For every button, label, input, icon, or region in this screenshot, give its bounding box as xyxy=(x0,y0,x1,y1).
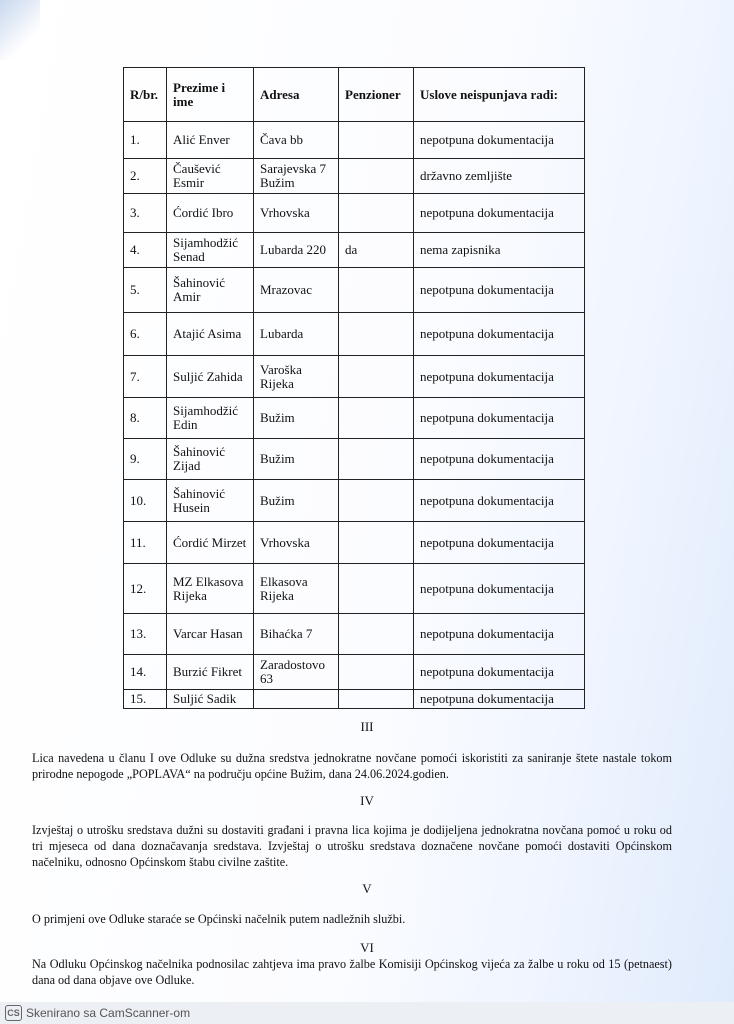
row-reason: nepotpuna dokumentacija xyxy=(414,522,585,564)
table-row xyxy=(124,480,585,522)
row-name: Sijamhodžić Edin xyxy=(167,398,254,439)
scanner-footer-text: Skenirano sa CamScanner-om xyxy=(26,1006,191,1020)
row-pensioner xyxy=(339,564,414,614)
section-heading-v: V xyxy=(362,881,372,896)
row-address: Bužim xyxy=(254,398,339,439)
row-number: 1. xyxy=(124,122,167,159)
row-address: Mrazovac xyxy=(254,268,339,313)
section-heading-vi: VI xyxy=(360,940,374,955)
table-row xyxy=(124,233,585,268)
section-text-iv: Izvještaj o utrošku sredstava dužni su dostaviti građani i pravna lica kojima je dodijeljena jednokratna novčana pomoć u roku od tri mjeseca od dana doznačavanja sredstava. Izvještaj o utrošku sredstava doznačene novčane pomoći dostaviti Općinskom načelniku, odnosno Općinskom štabu civilne zaštite. xyxy=(32,823,672,869)
row-number: 6. xyxy=(124,313,167,356)
row-number: 11. xyxy=(124,522,167,564)
row-address: Vrhovska xyxy=(254,194,339,233)
row-name: Šahinović Husein xyxy=(167,480,254,522)
table-body xyxy=(124,122,585,709)
row-name: MZ Elkasova Rijeka xyxy=(167,564,254,614)
table-row xyxy=(124,439,585,480)
row-number: 7. xyxy=(124,356,167,398)
section-heading-iii: III xyxy=(360,719,374,734)
row-reason: nepotpuna dokumentacija xyxy=(414,356,585,398)
row-pensioner xyxy=(339,194,414,233)
row-address: Sarajevska 7 Bužim xyxy=(254,159,339,194)
row-number: 5. xyxy=(124,268,167,313)
row-reason: nepotpuna dokumentacija xyxy=(414,122,585,159)
row-pensioner xyxy=(339,159,414,194)
table-row xyxy=(124,122,585,159)
row-number: 13. xyxy=(124,614,167,655)
row-address: Bužim xyxy=(254,480,339,522)
row-name: Suljić Zahida xyxy=(167,356,254,398)
header-number: R/br. xyxy=(124,68,167,122)
row-address: Lubarda 220 xyxy=(254,233,339,268)
row-pensioner xyxy=(339,268,414,313)
table-row xyxy=(124,356,585,398)
row-address: Lubarda xyxy=(254,313,339,356)
row-number: 10. xyxy=(124,480,167,522)
row-address xyxy=(254,690,339,709)
row-number: 12. xyxy=(124,564,167,614)
row-name: Atajić Asima xyxy=(167,313,254,356)
ineligible-table xyxy=(123,67,585,709)
row-address: Zaradostovo 63 xyxy=(254,655,339,690)
row-reason: državno zemljište xyxy=(414,159,585,194)
row-address: Elkasova Rijeka xyxy=(254,564,339,614)
row-name: Sijamhodžić Senad xyxy=(167,233,254,268)
row-name: Alić Enver xyxy=(167,122,254,159)
section-text-v: O primjeni ove Odluke staraće se Općinski načelnik putem nadležnih službi. xyxy=(32,912,406,926)
row-number: 3. xyxy=(124,194,167,233)
section-text-iii: Lica navedena u članu I ove Odluke su dužna sredstva jednokratne novčane pomoći iskoristiti za saniranje štete nastale tokom prirodne nepogode „POPLAVA“ na području općine Bužim, dana 24.06.2024.godien. xyxy=(32,751,672,781)
table-row xyxy=(124,522,585,564)
row-number: 2. xyxy=(124,159,167,194)
row-address: Bihaćka 7 xyxy=(254,614,339,655)
row-name: Ćordić Mirzet xyxy=(167,522,254,564)
table-row xyxy=(124,313,585,356)
row-address: Vrhovska xyxy=(254,522,339,564)
row-reason: nepotpuna dokumentacija xyxy=(414,655,585,690)
row-pensioner xyxy=(339,439,414,480)
row-pensioner xyxy=(339,313,414,356)
section-text-vi: Na Odluku Općinskog načelnika podnosilac zahtjeva ima pravo žalbe Komisiji Općinskog vijeća za žalbe u roku od 15 (petnaest) dana od dana objave ove Odluke. xyxy=(32,957,672,987)
row-reason: nepotpuna dokumentacija xyxy=(414,564,585,614)
table-row xyxy=(124,159,585,194)
row-pensioner xyxy=(339,655,414,690)
row-number: 8. xyxy=(124,398,167,439)
row-address: Čava bb xyxy=(254,122,339,159)
row-name: Ćordić Ibro xyxy=(167,194,254,233)
table-row xyxy=(124,614,585,655)
section-heading-iv: IV xyxy=(360,793,374,808)
row-reason: nepotpuna dokumentacija xyxy=(414,480,585,522)
row-name: Burzić Fikret xyxy=(167,655,254,690)
row-pensioner xyxy=(339,690,414,709)
row-reason: nepotpuna dokumentacija xyxy=(414,439,585,480)
row-pensioner xyxy=(339,122,414,159)
row-pensioner: da xyxy=(339,233,414,268)
table-row xyxy=(124,564,585,614)
row-pensioner xyxy=(339,522,414,564)
row-address: Varoška Rijeka xyxy=(254,356,339,398)
page-corner-shadow xyxy=(0,0,40,60)
table-row xyxy=(124,194,585,233)
header-address: Adresa xyxy=(254,68,339,122)
header-name: Prezime i ime xyxy=(167,68,254,122)
row-number: 9. xyxy=(124,439,167,480)
row-address: Bužim xyxy=(254,439,339,480)
row-name: Suljić Sadik xyxy=(167,690,254,709)
header-reason: Uslove neispunjava radi: xyxy=(414,68,585,122)
row-reason: nepotpuna dokumentacija xyxy=(414,194,585,233)
table-row xyxy=(124,268,585,313)
row-pensioner xyxy=(339,356,414,398)
table-row xyxy=(124,655,585,690)
row-reason: nepotpuna dokumentacija xyxy=(414,313,585,356)
row-reason: nepotpuna dokumentacija xyxy=(414,614,585,655)
table-header-row xyxy=(124,68,585,122)
row-number: 15. xyxy=(124,690,167,709)
row-pensioner xyxy=(339,614,414,655)
row-number: 14. xyxy=(124,655,167,690)
row-name: Šahinović Amir xyxy=(167,268,254,313)
table-row xyxy=(124,398,585,439)
camscanner-logo-icon: CS xyxy=(5,1005,22,1021)
row-pensioner xyxy=(339,480,414,522)
header-pensioner: Penzioner xyxy=(339,68,414,122)
row-number: 4. xyxy=(124,233,167,268)
row-reason: nepotpuna dokumentacija xyxy=(414,398,585,439)
row-pensioner xyxy=(339,398,414,439)
table-row xyxy=(124,690,585,709)
row-reason: nepotpuna dokumentacija xyxy=(414,268,585,313)
scanner-footer xyxy=(0,1002,734,1024)
row-name: Šahinović Zijad xyxy=(167,439,254,480)
row-name: Varcar Hasan xyxy=(167,614,254,655)
row-reason: nepotpuna dokumentacija xyxy=(414,690,585,709)
row-reason: nema zapisnika xyxy=(414,233,585,268)
row-name: Čaušević Esmir xyxy=(167,159,254,194)
